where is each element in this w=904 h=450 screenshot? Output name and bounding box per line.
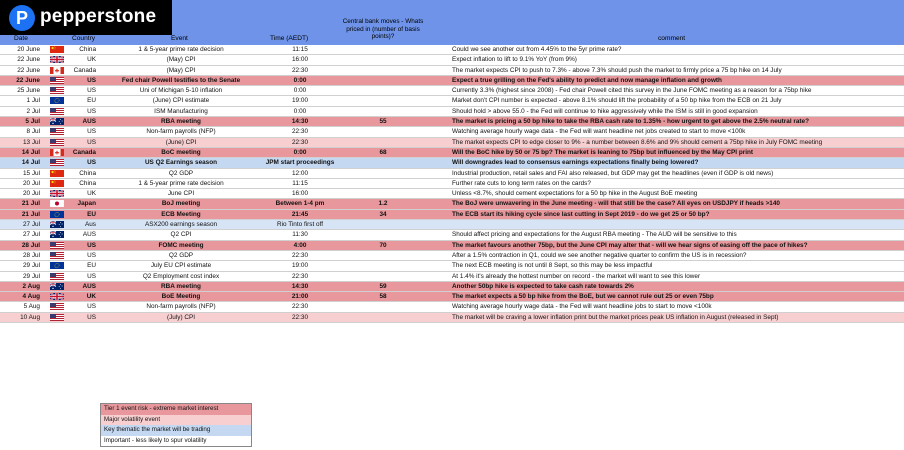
table-row xyxy=(0,230,904,240)
table-row xyxy=(0,199,904,209)
row-event: ISM Manufacturing xyxy=(154,107,208,115)
row-time: 19:00 xyxy=(292,262,308,270)
table-row xyxy=(0,282,904,292)
row-event: FOMC meeting xyxy=(158,241,204,249)
col-header-date: Date xyxy=(14,35,28,42)
brand-name: pepperstone xyxy=(40,6,157,27)
row-date: 5 Jul xyxy=(25,118,40,126)
row-event: ECB Meeting xyxy=(161,210,201,218)
row-event: 1 & 5-year prime rate decision xyxy=(138,179,224,187)
row-priced-bp xyxy=(338,127,428,136)
calendar-table xyxy=(0,45,904,323)
china-flag-icon xyxy=(50,180,64,187)
row-date: 2 Jul xyxy=(26,107,40,115)
row-country: US xyxy=(87,107,96,115)
row-event: (May) CPI xyxy=(166,56,196,64)
row-comment: The BoJ were unwavering in the June meeting - will that still be the case? All eyes on USDJPY if heads >140 xyxy=(452,200,780,208)
row-priced-bp xyxy=(338,45,428,54)
row-priced-bp xyxy=(338,179,428,188)
row-comment: Expect inflation to lift to 9.1% YoY (from 9%) xyxy=(452,56,577,64)
row-priced-bp xyxy=(338,261,428,270)
row-time: 16:00 xyxy=(292,56,308,64)
aus-flag-icon xyxy=(50,283,64,290)
row-comment: The market favours another 75bp, but the June CPI may alter that - will we hear signs of easing off the pace of hikes? xyxy=(452,241,808,249)
table-row xyxy=(0,189,904,199)
eu-flag-icon xyxy=(50,262,64,269)
eu-flag-icon xyxy=(50,97,64,104)
row-time: 19:00 xyxy=(292,97,308,105)
row-country: EU xyxy=(87,210,96,218)
row-country: China xyxy=(79,46,96,53)
china-flag-icon xyxy=(50,46,64,53)
us-flag-icon xyxy=(50,139,64,146)
table-row xyxy=(0,179,904,189)
table-row xyxy=(0,148,904,158)
row-date: 5 Aug xyxy=(23,303,40,311)
row-date: 13 Jul xyxy=(22,138,40,146)
row-date: 15 Jul xyxy=(22,169,40,177)
row-time: 21:00 xyxy=(291,293,309,301)
row-comment: Could we see another cut from 4.45% to the 5yr prime rate? xyxy=(452,46,622,53)
row-country: US xyxy=(87,87,96,95)
row-date: 22 June xyxy=(17,56,40,64)
row-comment: Watching average hourly wage data - the Fed will want headline jobs to start to move <100k xyxy=(452,303,712,311)
row-country: UK xyxy=(86,293,96,301)
row-country: US xyxy=(87,241,96,249)
row-country: UK xyxy=(87,190,96,198)
row-event: RBA meeting xyxy=(161,282,201,290)
table-row xyxy=(0,241,904,251)
row-event: June CPI xyxy=(167,190,195,198)
row-time: 22:30 xyxy=(292,66,308,74)
row-country: US xyxy=(87,251,96,259)
canada-flag-icon xyxy=(50,149,64,156)
us-flag-icon xyxy=(50,87,64,94)
row-comment: The ECB start its hiking cycle since last cutting in Sept 2019 - do we get 25 or 50 bp? xyxy=(452,210,710,218)
row-date: 20 June xyxy=(17,46,40,53)
row-date: 20 Jul xyxy=(22,179,40,187)
table-row xyxy=(0,45,904,55)
row-country: UK xyxy=(87,56,96,64)
row-priced-bp: 34 xyxy=(379,210,387,218)
us-flag-icon xyxy=(50,108,64,115)
row-date: 28 Jul xyxy=(22,251,40,259)
row-date: 10 Aug xyxy=(20,313,40,321)
row-time: 0:00 xyxy=(293,107,307,115)
table-row xyxy=(0,138,904,148)
row-date: 21 Jul xyxy=(21,210,40,218)
row-comment: At 1.4% it's already the hottest number on record - the market will want to see this lower xyxy=(452,272,701,280)
aus-flag-icon xyxy=(50,221,64,228)
row-priced-bp xyxy=(338,251,428,260)
row-priced-bp xyxy=(338,76,428,85)
row-priced-bp: 55 xyxy=(379,118,387,126)
row-date: 1 Jul xyxy=(26,97,40,105)
table-row xyxy=(0,261,904,271)
row-comment: Market don't CPI number is expected - above 8.1% should lift the probability of a 50 bp hike from the ECB on 21 July xyxy=(452,97,782,105)
row-priced-bp xyxy=(338,66,428,75)
row-date: 27 Jul xyxy=(22,221,40,229)
row-comment: Further rate cuts to long term rates on the cards? xyxy=(452,179,591,187)
row-event: RBA meeting xyxy=(161,118,201,126)
row-priced-bp xyxy=(338,189,428,198)
row-comment: Expect a true grilling on the Fed's ability to predict and now manage inflation and growth xyxy=(452,76,722,84)
table-row xyxy=(0,158,904,168)
row-event: Q2 GDP xyxy=(168,251,194,259)
row-priced-bp xyxy=(338,55,428,64)
row-comment: Currently 3.3% (highest since 2008) - Fed chair Powell cited this survey in the June FOMC meeting as a reason for a 75bp hike xyxy=(452,87,812,95)
table-row xyxy=(0,55,904,65)
legend-item: Major volatility event xyxy=(101,415,251,426)
legend-item: Key thematic the market will be trading xyxy=(101,425,251,436)
col-header-central-bank: Central bank moves - Whats priced in (number of basis points)? xyxy=(342,18,424,40)
row-country: EU xyxy=(87,262,96,270)
row-country: Japan xyxy=(77,200,96,208)
row-comment: Should hold > above 55.0 - the Fed will continue to hike aggressively while the ISM is still in good expansion xyxy=(452,107,758,115)
table-row xyxy=(0,127,904,137)
row-date: 29 Jul xyxy=(22,262,40,270)
row-time: 12:00 xyxy=(292,169,308,177)
row-time: 16:00 xyxy=(292,190,308,198)
row-time: 11:30 xyxy=(292,231,308,239)
aus-flag-icon xyxy=(50,231,64,238)
table-row xyxy=(0,251,904,261)
row-time: 14:30 xyxy=(291,118,309,126)
row-time: 11:15 xyxy=(292,46,308,53)
row-country: China xyxy=(79,169,96,177)
us-flag-icon xyxy=(50,159,64,166)
row-comment: The next ECB meeting is not until 8 Sept, so this may be less impactful xyxy=(452,262,653,270)
row-date: 29 Jul xyxy=(22,272,40,280)
row-comment: The market is pricing a 50 bp hike to take the RBA cash rate to 1.35% - how urgent to get above the 2.5% neutral rate? xyxy=(452,118,810,126)
table-row xyxy=(0,210,904,220)
table-row xyxy=(0,220,904,230)
row-country: US xyxy=(87,272,96,280)
us-flag-icon xyxy=(50,128,64,135)
row-time: Between 1-4 pm xyxy=(275,200,325,208)
row-time: 11:15 xyxy=(292,179,308,187)
row-comment: The market expects CPI to push to 7.3% - above 7.3% should push the market to firmly price a 75 bp hike on 14 July xyxy=(452,66,782,74)
table-row xyxy=(0,117,904,127)
row-priced-bp xyxy=(338,313,428,322)
row-comment: Will downgrades lead to consensus earnings expectations finally being lowered? xyxy=(452,159,699,167)
row-country: China xyxy=(79,179,96,187)
aus-flag-icon xyxy=(50,118,64,125)
row-date: 20 Jul xyxy=(22,190,40,198)
table-row xyxy=(0,169,904,179)
table-row xyxy=(0,272,904,282)
row-time: 22:30 xyxy=(292,138,308,146)
canada-flag-icon xyxy=(50,67,64,74)
col-header-event: Event xyxy=(171,35,188,42)
row-event: (July) CPI xyxy=(166,313,196,321)
row-country: AUS xyxy=(82,118,96,126)
row-priced-bp xyxy=(338,96,428,105)
row-date: 21 Jul xyxy=(21,200,40,208)
row-event: Uni of Michigan 5-10 inflation xyxy=(139,87,223,95)
row-country: US xyxy=(87,138,96,146)
row-time: 22:30 xyxy=(292,303,308,311)
us-flag-icon xyxy=(50,273,64,280)
row-event: Q2 Employment cost index xyxy=(142,272,220,280)
row-country: US xyxy=(87,303,96,311)
row-time: 22:30 xyxy=(292,313,308,321)
row-country: US xyxy=(87,128,96,136)
row-country: US xyxy=(87,159,96,167)
row-priced-bp: 59 xyxy=(379,282,387,290)
row-event: (June) CPI xyxy=(165,138,197,146)
row-date: 25 June xyxy=(17,87,40,95)
us-flag-icon xyxy=(50,314,64,321)
row-event: ASX200 earnings season xyxy=(144,221,218,229)
us-flag-icon xyxy=(50,303,64,310)
row-country: Canada xyxy=(72,148,96,156)
row-comment: After a 1.5% contraction in Q1, could we see another negative quarter to confirm the US is in recession? xyxy=(452,251,747,259)
row-event: Q2 CPI xyxy=(170,231,192,239)
row-event: (June) CPI estimate xyxy=(152,97,210,105)
row-time: 22:30 xyxy=(292,272,308,280)
row-priced-bp: 1.2 xyxy=(378,200,388,208)
header-bar xyxy=(0,0,904,45)
row-comment: The market will be craving a lower inflation print but the market prices peak US inflation in August (released in Sept) xyxy=(452,313,779,321)
row-country: Aus xyxy=(84,221,96,229)
row-comment: Watching average hourly wage data - the Fed will want headline net jobs created to start to move <100k xyxy=(452,128,746,136)
legend-item: Tier 1 event risk - extreme market interest xyxy=(101,404,251,415)
table-row xyxy=(0,86,904,96)
row-event: BoC meeting xyxy=(161,148,201,156)
row-country: AUS xyxy=(82,231,96,239)
row-comment: Industrial production, retail sales and FAI also released, but GDP may get the headlines (even if GDP is old news) xyxy=(452,169,774,177)
row-time: 4:00 xyxy=(293,241,307,249)
row-comment: The market expects a 50 bp hike from the BoE, but we cannot rule out 25 or even 75bp xyxy=(452,293,714,301)
row-priced-bp: 58 xyxy=(379,293,387,301)
row-time: 0:00 xyxy=(293,87,307,95)
row-country: US xyxy=(87,313,96,321)
row-comment: Should affect pricing and expectations for the August RBA meeting - The AUD will be sensitive to this xyxy=(452,231,737,239)
row-date: 2 Aug xyxy=(22,282,40,290)
row-event: Non-farm payrolls (NFP) xyxy=(146,128,216,136)
row-date: 22 June xyxy=(16,76,40,84)
row-event: (May) CPI xyxy=(166,66,196,74)
row-date: 27 Jul xyxy=(22,231,40,239)
row-time: Rio Tinto first off xyxy=(276,221,324,229)
col-header-comment: comment xyxy=(658,35,686,42)
japan-flag-icon xyxy=(50,200,64,207)
row-country: US xyxy=(87,76,96,84)
table-row xyxy=(0,107,904,117)
row-date: 14 Jul xyxy=(21,159,40,167)
row-event: 1 & 5-year prime rate decision xyxy=(138,46,224,53)
table-row xyxy=(0,302,904,312)
row-event: July EU CPI estimate xyxy=(150,262,212,270)
us-flag-icon xyxy=(50,252,64,259)
eu-flag-icon xyxy=(50,211,64,218)
row-comment: Will the BoC hike by 50 or 75 bp? The market is leaning to 75bp but influenced by the May CPI print xyxy=(452,148,754,156)
row-country: Canada xyxy=(73,66,96,74)
row-priced-bp xyxy=(338,272,428,281)
row-event: Fed chair Powell testifies to the Senate xyxy=(121,76,241,84)
row-priced-bp xyxy=(338,302,428,311)
brand-mark-icon: P xyxy=(9,5,35,31)
row-priced-bp xyxy=(338,107,428,116)
table-row xyxy=(0,76,904,86)
row-time: 0:00 xyxy=(293,148,307,156)
uk-flag-icon xyxy=(50,293,64,300)
row-comment: The market expects CPI to edge closer to 9% - a number between 8.6% and 9% should cement a 75bp hike in July FOMC meeting xyxy=(452,138,823,146)
uk-flag-icon xyxy=(50,190,64,197)
row-event: Q2 GDP xyxy=(168,169,194,177)
row-comment xyxy=(452,220,902,229)
row-event: Non-farm payrolls (NFP) xyxy=(146,303,216,311)
row-date: 4 Aug xyxy=(22,293,40,301)
row-date: 14 Jul xyxy=(21,148,40,156)
us-flag-icon xyxy=(50,242,64,249)
table-row xyxy=(0,66,904,76)
row-date: 8 Jul xyxy=(26,128,40,136)
row-time: 0:00 xyxy=(293,76,307,84)
china-flag-icon xyxy=(50,170,64,177)
row-country: EU xyxy=(87,97,96,105)
row-time: JPM start proceedings xyxy=(265,159,335,167)
uk-flag-icon xyxy=(50,56,64,63)
row-time: 21:45 xyxy=(291,210,309,218)
row-priced-bp xyxy=(338,230,428,239)
row-priced-bp xyxy=(338,169,428,178)
row-country: AUS xyxy=(82,282,96,290)
table-row xyxy=(0,313,904,323)
row-time: 22:30 xyxy=(292,128,308,136)
row-priced-bp xyxy=(338,86,428,95)
row-comment: Unless <8.7%, should cement expectations for a 50 bp hike in the August BoE meeting xyxy=(452,190,698,198)
table-row xyxy=(0,96,904,106)
row-priced-bp: 70 xyxy=(379,241,387,249)
row-comment: Another 50bp hike is expected to take cash rate towards 2% xyxy=(452,282,634,290)
row-event: BoJ meeting xyxy=(161,200,201,208)
row-priced-bp xyxy=(338,220,428,229)
row-priced-bp xyxy=(338,158,428,167)
row-priced-bp: 68 xyxy=(379,148,387,156)
us-flag-icon xyxy=(50,77,64,84)
legend-item: Important - less likely to spur volatility xyxy=(101,436,251,447)
brand-logo xyxy=(0,0,172,35)
col-header-country: Country xyxy=(72,35,96,42)
row-event: US Q2 Earnings season xyxy=(144,159,218,167)
row-time: 22:30 xyxy=(292,251,308,259)
row-date: 22 June xyxy=(17,66,40,74)
table-row xyxy=(0,292,904,302)
legend xyxy=(100,403,252,447)
row-time: 14:30 xyxy=(291,282,309,290)
row-date: 28 Jul xyxy=(21,241,40,249)
row-priced-bp xyxy=(338,138,428,147)
col-header-time: Time (AEDT) xyxy=(270,35,309,42)
row-event: BoE Meeting xyxy=(161,293,201,301)
